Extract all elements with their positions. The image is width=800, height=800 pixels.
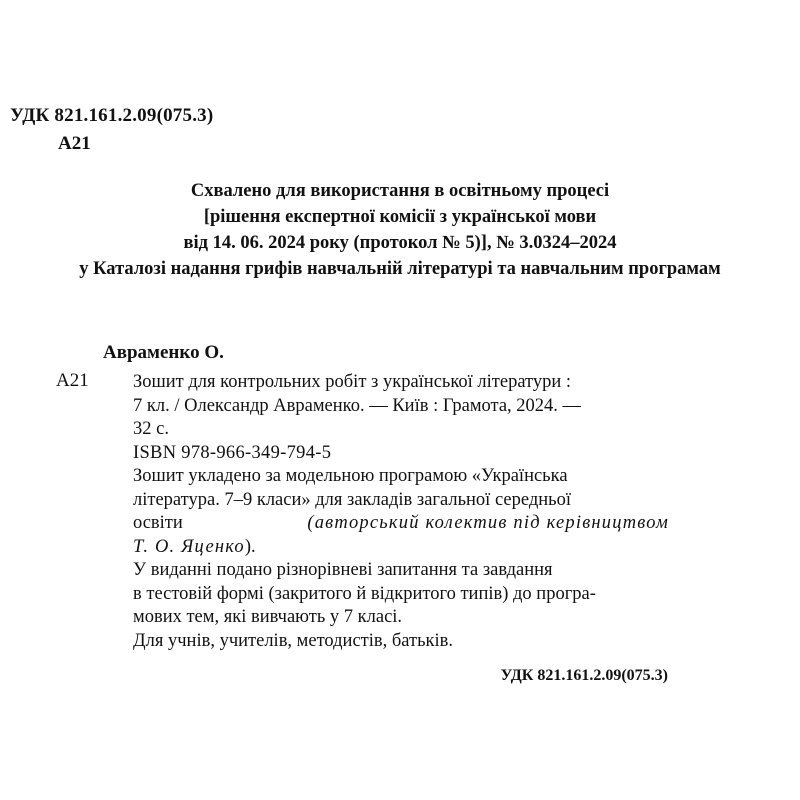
annotation-end: ). [244, 536, 256, 557]
udk-code-bottom: УДК 821.161.2.09(075.3) [500, 667, 668, 684]
audience-line: Для учнів, учителів, методистів, батьків. [133, 630, 454, 651]
author-heading: Авраменко О. [103, 342, 224, 363]
annotation-italic: (авторський колектив під керівництвом [307, 513, 669, 533]
isbn: ISBN 978-966-349-794-5 [133, 442, 332, 463]
approval-line: у Каталозі надання грифів навчальній літературі та навчальним програмам [79, 259, 721, 279]
bibliographic-record [133, 371, 669, 653]
author-mark-top: А21 [58, 133, 91, 154]
approval-line: [рішення експертної комісії з української мови [203, 207, 597, 227]
approval-line: Схвалено для використання в освітньому процесі [190, 181, 610, 201]
title-line: 32 с. [133, 419, 169, 439]
approval-line: від 14. 06. 2024 року (протокол № 5)], № 3.0324–2024 [183, 233, 617, 253]
annotation-line [133, 536, 669, 560]
annotation-line: Зошит укладено за модельною програмою «Українська [133, 466, 568, 486]
annotation-line: мових тем, які вивчають у 7 класі. [133, 607, 403, 627]
annotation-line: література. 7–9 класи» для закладів загальної середньої [133, 489, 571, 510]
annotation-line: У виданні подано різнорівневі запитання та завдання [133, 560, 553, 580]
annotation-line: в тестовій формі (закритого й відкритого типів) до програ- [133, 583, 596, 604]
approval-notice [0, 178, 800, 282]
annotation-regular: освіти [133, 513, 183, 533]
title-line: Зошит для контрольних робіт з української літератури : [133, 372, 572, 392]
title-line: 7 кл. / Олександр Авраменко. — Київ : Грамота, 2024. — [133, 395, 582, 416]
annotation-italic: Т. О. Яценко [133, 536, 245, 557]
udk-code-top: УДК 821.161.2.09(075.3) [10, 105, 214, 126]
author-mark: А21 [56, 370, 89, 391]
annotation-line [133, 512, 669, 536]
